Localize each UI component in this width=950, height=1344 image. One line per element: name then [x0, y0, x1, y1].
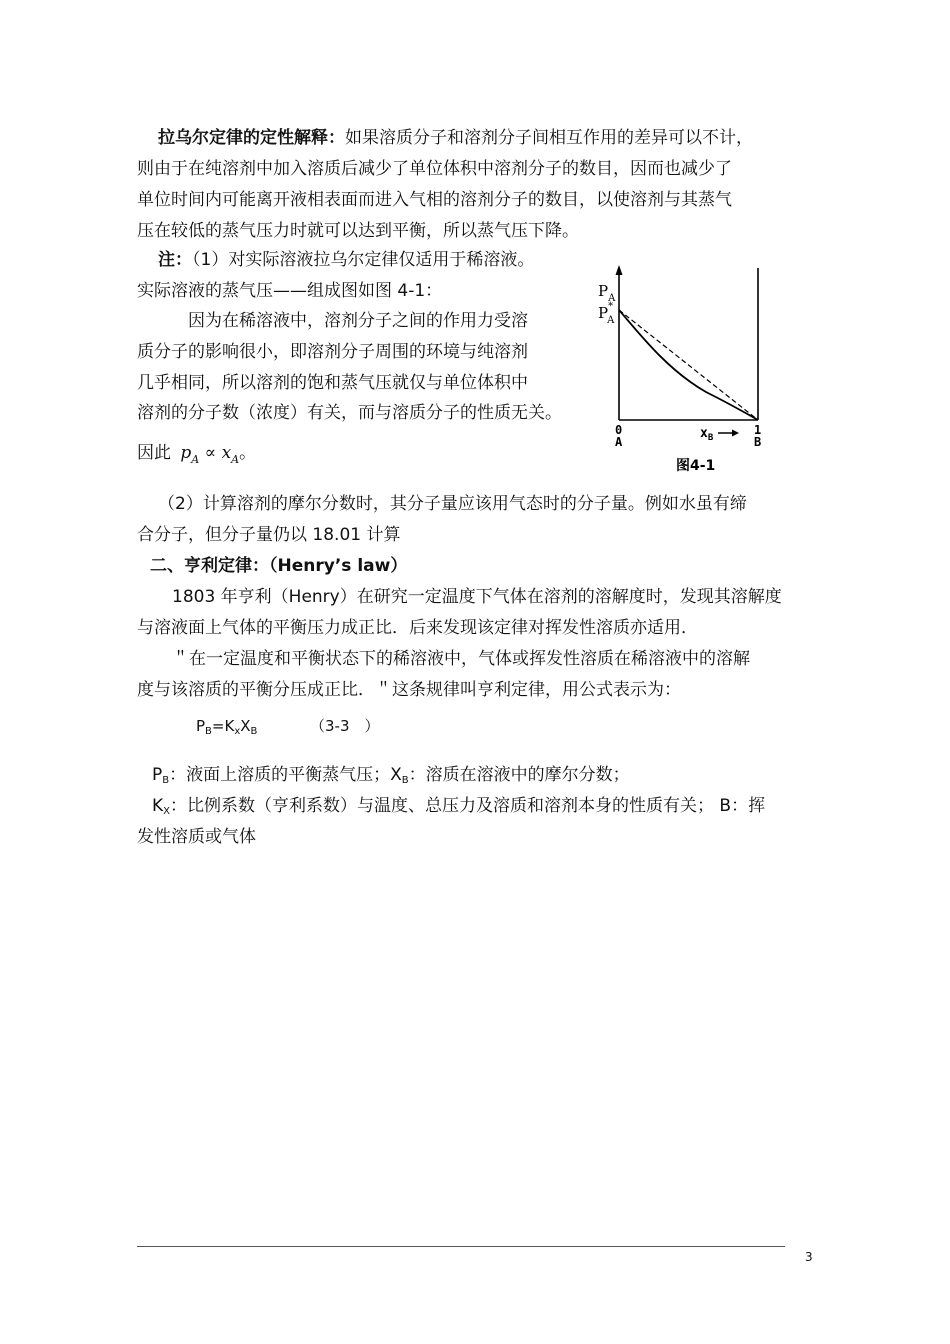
section2-p1-line1: 1803 年亨利（Henry）在研究一定温度下气体在溶剂的溶解度时，发现其溶解度	[172, 587, 782, 607]
ideal-raoult-line	[619, 310, 758, 420]
right-arrow-icon	[732, 430, 739, 437]
note1-line3: 因为在稀溶液中，溶剂分子之间的作用力受溶	[188, 311, 528, 331]
section2-p2-line2: 度与该溶质的平衡分压成正比．＂这条规律叫亨利定律，用公式表示为：	[137, 680, 681, 700]
y-label-pa: $P_A$	[598, 282, 616, 304]
note1-line1: 注：（1）对实际溶液拉乌尔定律仅适用于稀溶液。	[158, 250, 535, 270]
note1-label: 注：	[158, 250, 192, 270]
origin-a: A	[615, 435, 623, 449]
definition-kx: $K_X$：比例系数（亨利系数）与温度、总压力及溶质和溶剂本身的性质有关； B：挥	[152, 796, 766, 817]
right-b: B	[754, 435, 762, 449]
note1-line5: 几乎相同，所以溶剂的饱和蒸气压就仅与单位体积中	[137, 373, 528, 393]
note2-line1: （2）计算溶剂的摩尔分数时，其分子量应该用气态时的分子量。例如水虽有缔	[158, 494, 747, 514]
x-label-xb: $x_B$	[700, 426, 714, 443]
definition-pb: $P_B$：液面上溶质的平衡蒸气压；$X_B$：溶质在溶液中的摩尔分数；	[152, 765, 630, 786]
para1-line4: 压在较低的蒸气压力时就可以达到平衡，所以蒸气压下降。	[137, 221, 579, 241]
henry-equation: $P_B=K_xX_B$	[196, 717, 258, 737]
section2-p2-line1: ＂在一定温度和平衡状态下的稀溶液中，气体或挥发性溶质在稀溶液中的溶解	[172, 649, 750, 669]
para1-line1: 拉乌尔定律的定性解释：如果溶质分子和溶剂分子间相互作用的差异可以不计，	[158, 128, 753, 148]
para1-line3: 单位时间内可能离开液相表面而进入气相的溶剂分子的数目，以使溶剂与其蒸气	[137, 190, 732, 210]
vapor-pressure-composition-diagram	[596, 262, 772, 476]
equation-number: （3-3 ）	[310, 717, 380, 735]
section2-p1-line2: 与溶液面上气体的平衡压力成正比．后来发现该定律对挥发性溶质亦适用．	[137, 618, 698, 638]
origin-zero: 0	[615, 423, 623, 437]
y-label-pa-star: P* A	[598, 301, 615, 326]
note2-line2: 合分子，但分子量仍以 18.01 计算	[137, 525, 401, 545]
footer-rule	[137, 1246, 785, 1247]
note1-line4: 质分子的影响很小，即溶剂分子周围的环境与纯溶剂	[137, 342, 528, 362]
figure-4-1	[596, 262, 772, 476]
figure-caption: 图4-1	[676, 458, 716, 474]
para1-line2: 则由于在纯溶剂中加入溶质后减少了单位体积中溶剂分子的数目，因而也减少了	[137, 159, 732, 179]
proportional-formula: $p_A \propto x_A$	[180, 443, 240, 466]
note1-line6: 溶剂的分子数（浓度）有关，而与溶质分子的性质无关。	[137, 403, 562, 423]
section2-heading: 二、亨利定律：（Henry’s law）	[150, 556, 408, 576]
definition-kx-cont: 发性溶质或气体	[137, 827, 256, 847]
note1-line7: 因此 $p_A \propto x_A$。	[137, 443, 257, 466]
right-one: 1	[754, 423, 762, 437]
note1-line2: 实际溶液的蒸气压——组成图如图 4-1：	[137, 281, 443, 301]
page-number: 3	[805, 1250, 813, 1264]
para1-heading: 拉乌尔定律的定性解释：	[158, 128, 345, 148]
up-arrow-icon	[616, 265, 623, 275]
